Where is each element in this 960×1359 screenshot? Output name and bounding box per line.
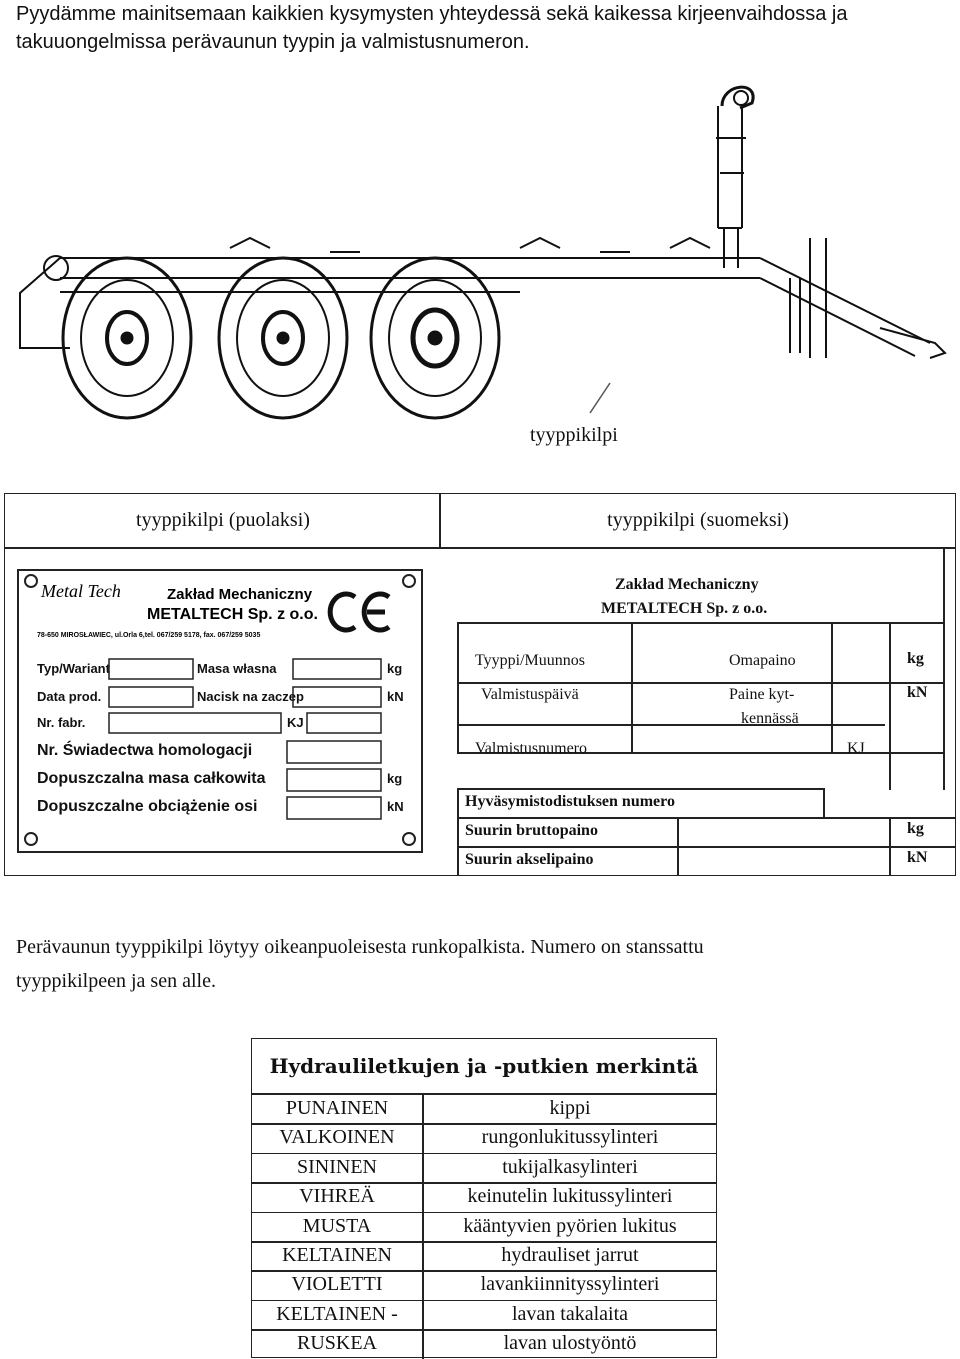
hose-color: MUSTA (302, 1214, 372, 1237)
finnish-company: Zakład Mechaniczny (615, 576, 759, 593)
hose-color: SININEN (297, 1155, 377, 1178)
caption-line-2: tyyppikilpeen ja sen alle. (16, 970, 216, 992)
hose-color: VALKOINEN (279, 1126, 395, 1149)
finnish-paine-2: kennässä (741, 710, 799, 727)
wheel-3 (371, 258, 499, 418)
polish-obciazenie: Dopuszczalne obciążenie osi (37, 798, 258, 815)
finnish-kj: KJ (847, 740, 865, 757)
table-row (252, 1123, 716, 1152)
row-divider (252, 1153, 716, 1155)
hose-use: rungonlukitussylinteri (481, 1126, 659, 1149)
trailer-drawing (0, 78, 960, 453)
table-row (252, 1153, 716, 1182)
hose-use: lavan ulostyöntö (503, 1332, 637, 1355)
finnish-akseli: Suurin akselipaino (465, 851, 594, 868)
hose-use: lavankiinnityssylinteri (480, 1273, 660, 1296)
hose-color: PUNAINEN (285, 1097, 389, 1119)
polish-data: Data prod. (37, 689, 102, 704)
polish-plate-image (17, 569, 423, 853)
finnish-kn-1: kN (907, 684, 928, 701)
intro-line-2: takuuongelmissa perävaunun tyypin ja valmistusnumeron. (16, 31, 530, 53)
intro-line-1: Pyydämme mainitsemaan kaikkien kysymysten yhteydessä sekä kaikessa kirjeenvaihdossa ja (16, 3, 848, 25)
polish-kn-2: kN (387, 799, 404, 814)
polish-nr: Nr. fabr. (37, 715, 86, 730)
hose-use: kippi (549, 1097, 591, 1119)
plate-location-caption (16, 930, 946, 998)
polish-logo: Metal Tech (41, 581, 121, 601)
row-divider (252, 1123, 716, 1125)
polish-company: Zakład Mechaniczny (167, 586, 313, 603)
polish-typ: Typ/Wariant (37, 661, 110, 676)
hose-color: VIOLETTI (291, 1273, 383, 1296)
hose-use: kääntyvien pyörien lukitus (463, 1214, 677, 1237)
table-row (252, 1212, 716, 1241)
hydraulic-table-title: Hydrauliletkujen ja -putkien merkintä (269, 1054, 699, 1078)
finnish-brutto-unit: kg (907, 820, 924, 837)
hydraulic-hose-table (251, 1038, 717, 1358)
polish-company2: METALTECH Sp. z o.o. (147, 606, 318, 623)
finnish-valmistuspaiva: Valmistuspäivä (481, 686, 579, 703)
finnish-paine-1: Paine kyt- (729, 686, 795, 703)
polish-masa: Masa własna (197, 661, 277, 676)
table-row (252, 1329, 716, 1358)
table-row (252, 1241, 716, 1270)
hose-color: VIHREÄ (299, 1185, 375, 1208)
wheel-2 (219, 258, 347, 418)
table-row (252, 1094, 716, 1123)
intro-text (16, 0, 946, 56)
polish-dopuszczalna: Dopuszczalna masa całkowita (37, 770, 266, 787)
row-divider (252, 1241, 716, 1243)
type-plate-table (4, 493, 956, 876)
polish-kg-2: kg (387, 771, 403, 786)
caption-line-1: Perävaunun tyyppikilpi löytyy oikeanpuoleisesta runkopalkista. Numero on stanssattu (16, 936, 704, 958)
polish-nacisk: Nacisk na zaczep (197, 689, 304, 704)
hose-use: hydrauliset jarrut (501, 1244, 639, 1266)
finnish-brutto: Suurin bruttopaino (465, 822, 598, 839)
type-plate-pointer-label: tyyppikilpi (530, 424, 618, 446)
finnish-hyvaksymis: Hyväsymistodistuksen numero (465, 793, 675, 810)
header-polish: tyyppikilpi (puolaksi) (136, 509, 310, 531)
row-divider (252, 1182, 716, 1184)
row-divider (252, 1329, 716, 1331)
table-row (252, 1182, 716, 1211)
hose-use: keinutelin lukitussylinteri (467, 1185, 673, 1208)
polish-swiadectwa: Nr. Świadectwa homologacji (37, 742, 253, 759)
hose-color: KELTAINEN (282, 1244, 392, 1266)
polish-kn-1: kN (387, 689, 404, 704)
row-divider (252, 1270, 716, 1272)
row-divider (252, 1212, 716, 1214)
header-finnish: tyyppikilpi (suomeksi) (607, 509, 789, 531)
wheel-1 (63, 258, 191, 418)
finnish-akseli-unit: kN (907, 849, 928, 866)
hose-color: KELTAINEN - (276, 1302, 398, 1325)
finnish-valmistusnumero: Valmistusnumero (475, 740, 587, 757)
table-row (252, 1270, 716, 1299)
hose-use: lavan takalaita (511, 1302, 629, 1325)
hose-color: RUSKEA (296, 1332, 377, 1355)
hose-use: tukijalkasylinteri (502, 1155, 638, 1178)
table-row (252, 1300, 716, 1329)
polish-kg-1: kg (387, 661, 403, 676)
finnish-omapaino: Omapaino (729, 652, 796, 669)
row-divider (252, 1300, 716, 1302)
finnish-kg-1: kg (907, 650, 924, 667)
finnish-tyyppi: Tyyppi/Muunnos (475, 652, 585, 669)
polish-kj: KJ (287, 715, 304, 730)
finnish-company2: METALTECH Sp. z o.o. (601, 600, 768, 617)
polish-address: 78-650 MIROSŁAWIEC, ul.Orla 6,tel. 067/259 5178, fax. 067/259 5035 (37, 632, 261, 639)
